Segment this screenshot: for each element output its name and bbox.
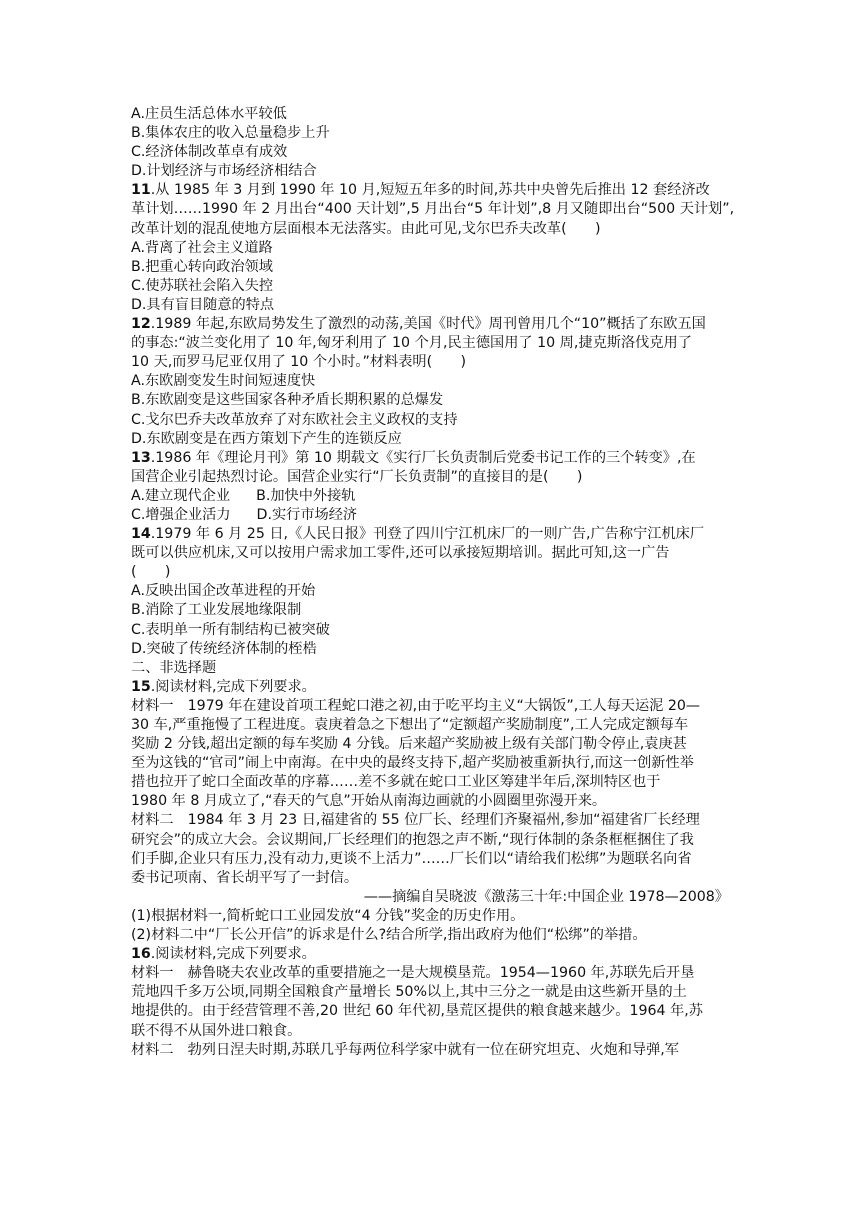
q15-requirement-2: (2)材料二中“厂长公开信”的诉求是什么?结合所学,指出政府为他们“松绑”的举措。 — [131, 927, 647, 944]
q13-stem-line: 国营企业引起热烈讨论。国营企业实行“厂长负责制”的直接目的是( ) — [131, 468, 583, 485]
question-11 — [131, 181, 741, 315]
q15-material-2-label: 材料二 — [131, 812, 174, 829]
q13-stem-text: .1986 年《理论月刊》第 10 期载文《实行厂长负责制后党委书记工作的三个转变》,在 — [150, 449, 696, 466]
q11-stem-text: .从 1985 年 3 月到 1990 年 10 月,短短五年多的时间,苏共中央曾先后推出 12 套经济改 — [150, 182, 710, 199]
q13-option-b: B.加快中外接轨 — [256, 487, 356, 504]
q13-option-c: C.增强企业活力 — [131, 506, 231, 523]
q13-option-d: D.实行市场经济 — [256, 506, 358, 523]
q11-stem-line: 革计划……1990 年 2 月出台“400 天计划”,5 月出台“5 年计划”,8 月又随即出台“500 天计划”, — [131, 201, 735, 218]
q12-stem-line: 10 天,而罗马尼亚仅用了 10 个小时。”材料表明( ) — [131, 354, 467, 371]
q11-option-a: A.背离了社会主义道路 — [131, 239, 273, 256]
q12-stem-text: .1989 年起,东欧局势发生了激烈的动荡,美国《时代》周刊曾用几个“10”概括了东欧五国 — [150, 316, 706, 333]
question-12 — [131, 315, 741, 449]
q15-requirement-1: (1)根据材料一,简析蛇口工业园发放“4 分钱”奖金的历史作用。 — [131, 907, 525, 924]
q15-material-1-line: 30 车,严重拖慢了工程进度。袁庚着急之下想出了“定额超产奖励制度”,工人完成定额每车 — [131, 717, 689, 733]
q15-stem-text: .阅读材料,完成下列要求。 — [150, 678, 316, 695]
q10-option-c: C.经济体制改革卓有成效 — [131, 144, 288, 161]
q15-material-1-label: 材料一 — [131, 697, 174, 714]
q14-number: 14 — [131, 526, 151, 543]
q13-option-a: A.建立现代企业 — [131, 487, 231, 504]
q15-number: 15 — [131, 678, 151, 695]
q15-material-2-line: 研究会”的成立大会。会议期间,厂长经理们的抱怨之声不断,“现行体制的条条框框捆住了我 — [131, 831, 694, 848]
exam-content — [131, 105, 741, 1060]
q13-options-row — [131, 487, 741, 506]
q10-option-d: D.计划经济与市场经济相结合 — [131, 163, 317, 180]
q14-option-b: B.消除了工业发展地缘限制 — [131, 602, 302, 619]
q14-stem-line — [131, 525, 741, 544]
q16-number: 16 — [131, 946, 151, 963]
q12-option-c: C.戈尔巴乔夫改革放弃了对东欧社会主义政权的支持 — [131, 411, 458, 428]
q13-stem-line — [131, 449, 741, 468]
q15-material-2-line: 委书记项南、省长胡平写了一封信。 — [131, 869, 359, 886]
q14-option-d: D.突破了传统经济体制的桎梏 — [131, 640, 317, 657]
q14-stem-line: 既可以供应机床,又可以按用户需求加工零件,还可以承接短期培训。据此可知,这一广告 — [131, 545, 670, 562]
q12-number: 12 — [131, 316, 151, 333]
question-13 — [131, 449, 741, 525]
q15-material-2-line: 们手脚,企业只有压力,没有动力,更谈不上活力”……厂长们以“请给我们松绑”为题联名向省 — [131, 850, 692, 867]
q14-stem-line: ( ) — [131, 564, 171, 581]
q15-material-2-line — [131, 811, 741, 830]
q16-stem-text: .阅读材料,完成下列要求。 — [150, 946, 316, 963]
q12-stem-line — [131, 315, 741, 334]
q15-material-1-line: 奖励 2 分钱,超出定额的每车奖励 4 分钱。后来超产奖励被上级有关部门勒令停止,袁庚甚 — [131, 736, 687, 753]
q12-stem-line: 的事态:“波兰变化用了 10 年,匈牙利用了 10 个月,民主德国用了 10 周,捷克斯洛伐克用了 — [131, 335, 692, 352]
q15-material-2-text: 1984 年 3 月 23 日,福建省的 55 位厂长、经理们齐聚福州,参加“福建省厂长经理 — [187, 812, 700, 829]
q14-stem-text: .1979 年 6 月 25 日,《人民日报》刊登了四川宁江机床厂的一则广告,广告称宁江机床厂 — [150, 526, 705, 543]
q12-option-a: A.东欧剧变发生时间短速度快 — [131, 373, 316, 390]
q11-stem-line — [131, 181, 741, 200]
q16-material-2-text: 勃列日涅夫时期,苏联几乎每两位科学家中就有一位在研究坦克、火炮和导弹,军 — [187, 1041, 679, 1058]
q16-material-1-line: 荒地四千多万公顷,同期全国粮食产量增长 50%以上,其中三分之一就是由这些新开垦的土 — [131, 984, 687, 1001]
q10-option-b: B.集体农庄的收入总量稳步上升 — [131, 125, 330, 142]
q14-option-c: C.表明单一所有制结构已被突破 — [131, 621, 330, 638]
q15-source-citation: ——摘编自吴晓波《激荡三十年:中国企业 1978—2008》 — [363, 888, 729, 905]
question-10-options — [131, 105, 741, 181]
q13-number: 13 — [131, 449, 151, 466]
q16-material-1-line — [131, 964, 741, 983]
q16-material-1-line: 联不得不从国外进口粮食。 — [131, 1022, 302, 1039]
section-heading: 二、非选择题 — [131, 659, 217, 676]
q13-options-row — [131, 506, 741, 525]
q15-material-1-line: 1980 年 8 月成立了,“春天的气息”开始从南海边画就的小圆圈里弥漫开来。 — [131, 793, 607, 810]
q10-option-a: A.庄员生活总体水平较低 — [131, 106, 287, 122]
q11-number: 11 — [131, 182, 151, 199]
q16-material-1-label: 材料一 — [131, 965, 174, 982]
q15-stem-line — [131, 678, 741, 697]
q16-material-1-text: 赫鲁晓夫农业改革的重要措施之一是大规模垦荒。1954—1960 年,苏联先后开垦 — [187, 965, 695, 982]
q15-material-1-line: 措也拉开了蛇口全面改革的序幕……差不多就在蛇口工业区筹建半年后,深圳特区也于 — [131, 774, 661, 791]
q15-material-1-line: 至为这钱的“官司”闹上中南海。在中央的最终支持下,超产奖励被重新执行,而这一创新性举 — [131, 755, 694, 772]
q12-option-b: B.东欧剧变是这些国家各种矛盾长期积累的总爆发 — [131, 392, 444, 409]
question-15 — [131, 678, 741, 945]
q12-option-d: D.东欧剧变是在西方策划下产生的连锁反应 — [131, 430, 402, 447]
q15-material-1-line — [131, 697, 741, 716]
q16-material-2-label: 材料二 — [131, 1041, 174, 1058]
question-16 — [131, 945, 741, 1060]
q11-option-c: C.使苏联社会陷入失控 — [131, 277, 274, 294]
question-14 — [131, 525, 741, 659]
q11-option-b: B.把重心转向政治领域 — [131, 258, 273, 275]
q11-option-d: D.具有盲目随意的特点 — [131, 296, 275, 313]
q15-material-1-text: 1979 年在建设首项工程蛇口港之初,由于吃平均主义“大锅饭”,工人每天运泥 20— — [187, 697, 701, 714]
q16-material-2-line — [131, 1041, 741, 1060]
q14-option-a: A.反映出国企改革进程的开始 — [131, 583, 316, 600]
q16-material-1-line: 地提供的。由于经营管理不善,20 世纪 60 年代初,垦荒区提供的粮食越来越少。1964 年,苏 — [131, 1003, 703, 1020]
q16-stem-line — [131, 945, 741, 964]
q11-stem-line: 改革计划的混乱使地方层面根本无法落实。由此可见,戈尔巴乔夫改革( ) — [131, 220, 601, 237]
